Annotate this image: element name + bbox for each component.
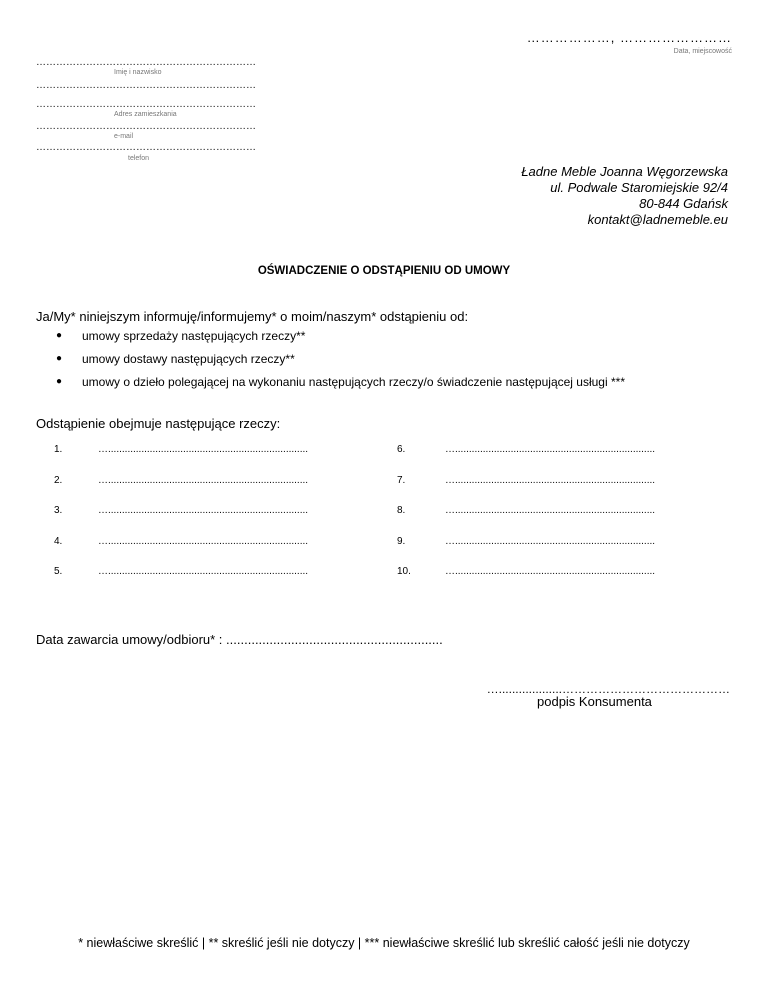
items-heading: Odstąpienie obejmuje następujące rzeczy: (36, 416, 281, 431)
list-item-label: umowy dostawy następujących rzeczy** (82, 352, 295, 366)
table-row (0, 444, 768, 460)
item-line[interactable]: …........................................................................ (98, 566, 309, 577)
item-number: 9. (397, 536, 406, 547)
item-number: 10. (397, 566, 411, 577)
item-number: 7. (397, 475, 406, 486)
list-item[interactable] (56, 351, 625, 374)
name-field-line[interactable]: ………………………………………………………… (36, 58, 256, 68)
bullet-icon: ● (56, 330, 63, 341)
contract-date (36, 632, 443, 647)
signature-caption: podpis Konsumenta (537, 694, 652, 709)
withdrawal-type-list (56, 328, 625, 397)
item-line[interactable]: …........................................................................ (445, 475, 656, 486)
bullet-icon: ● (56, 376, 63, 387)
address-field-caption: Adres zamieszkania (114, 111, 177, 118)
item-number: 4. (54, 536, 63, 547)
table-row (0, 536, 768, 552)
list-item[interactable] (56, 374, 625, 397)
item-number: 2. (54, 475, 63, 486)
list-item-label: umowy sprzedaży następujących rzeczy** (82, 329, 306, 343)
item-line[interactable]: …........................................................................ (98, 475, 309, 486)
contract-date-line[interactable]: ............................................................ (226, 632, 443, 647)
company-city: 80-844 Gdańsk (639, 196, 728, 211)
date-place-caption: Data, miejscowość (673, 48, 732, 55)
name-field-line-2[interactable]: ………………………………………………………… (36, 81, 256, 91)
address-field-line[interactable]: ………………………………………………………… (36, 100, 256, 110)
table-row (0, 566, 768, 582)
table-row (0, 505, 768, 521)
item-number: 6. (397, 444, 406, 455)
item-line[interactable]: …........................................................................ (98, 444, 309, 455)
item-line[interactable]: …........................................................................ (98, 505, 309, 516)
table-row (0, 475, 768, 491)
email-field-line[interactable]: ………………………………………………………… (36, 122, 256, 132)
company-street: ul. Podwale Staromiejskie 92/4 (550, 180, 728, 195)
bullet-icon: ● (56, 353, 63, 364)
company-address (521, 164, 728, 228)
item-number: 1. (54, 444, 63, 455)
item-number: 5. (54, 566, 63, 577)
list-item[interactable] (56, 328, 625, 351)
item-line[interactable]: …........................................................................ (445, 536, 656, 547)
contract-date-label: Data zawarcia umowy/odbioru* : (36, 632, 223, 647)
item-number: 8. (397, 505, 406, 516)
company-email: kontakt@ladnemeble.eu (587, 212, 728, 227)
phone-field-line[interactable]: ………………………………………………………… (36, 143, 256, 153)
date-place-line[interactable]: ………………, …………………… (526, 30, 732, 45)
company-name: Ładne Meble Joanna Węgorzewska (521, 164, 728, 179)
signature-line[interactable]: …...................…………………………………… (486, 682, 730, 696)
email-field-caption: e-mail (114, 133, 134, 140)
footnote: * niewłaściwe skreślić | ** skreślić jeśli nie dotyczy | *** niewłaściwe skreślić lub skreślić całość jeśli nie dotyczy (78, 936, 690, 950)
item-line[interactable]: …........................................................................ (445, 566, 656, 577)
item-line[interactable]: …........................................................................ (445, 505, 656, 516)
item-number: 3. (54, 505, 63, 516)
intro-text: Ja/My* niniejszym informuję/informujemy* o moim/naszym* odstąpieniu od: (36, 309, 469, 324)
list-item-label: umowy o dzieło polegającej na wykonaniu następujących rzeczy/o świadczenie następującej usługi *** (82, 375, 625, 389)
name-field-caption: Imię i nazwisko (114, 69, 162, 76)
document-title: OŚWIADCZENIE O ODSTĄPIENIU OD UMOWY (257, 265, 511, 277)
phone-field-caption: telefon (128, 155, 150, 162)
item-line[interactable]: …........................................................................ (98, 536, 309, 547)
item-line[interactable]: …........................................................................ (445, 444, 656, 455)
